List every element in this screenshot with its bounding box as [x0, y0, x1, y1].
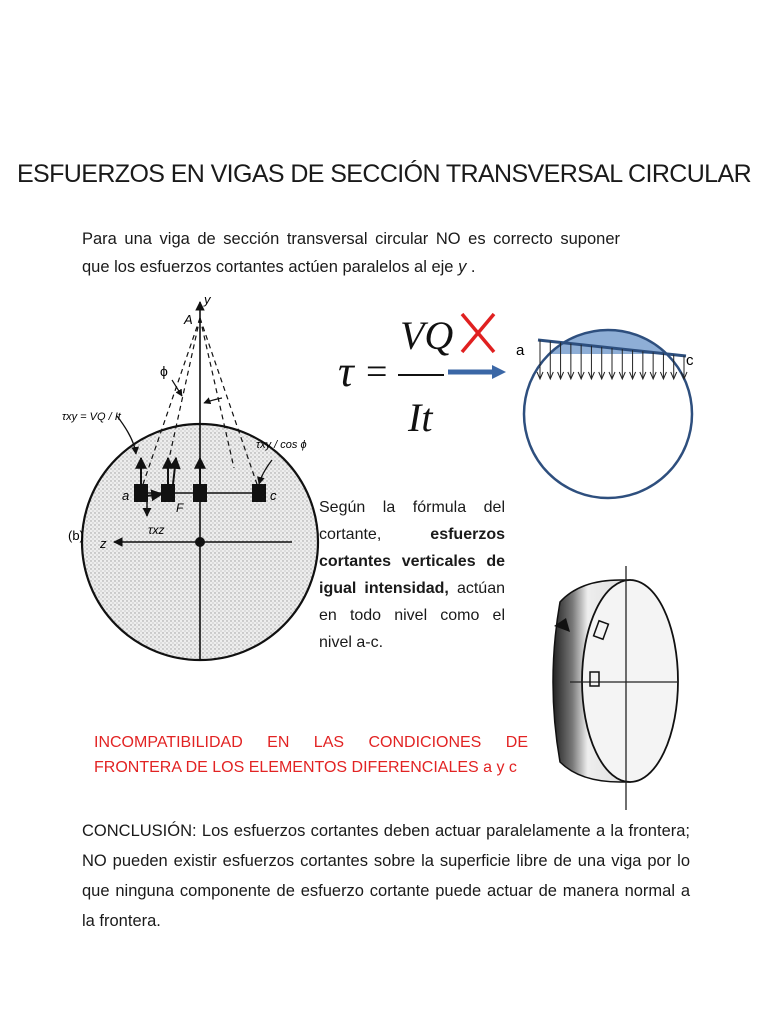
intro-text-after: . — [466, 258, 476, 276]
label-a-right: a — [516, 342, 525, 359]
page-title: ESFUERZOS EN VIGAS DE SECCIÓN TRANSVERSAL CIRCULAR — [16, 160, 752, 188]
cross-icon — [458, 310, 498, 356]
element-f — [161, 484, 175, 502]
label-a: a — [122, 488, 130, 503]
panel-label: (b) — [68, 528, 84, 543]
label-tau-xz: τxz — [148, 523, 165, 537]
label-tau-xy-right: τxy / cos ϕ — [256, 439, 307, 451]
side-text-2: actúan en todo nivel como el nivel a-c. — [319, 580, 505, 651]
incompatibility-note: INCOMPATIBILIDAD EN LAS CONDICIONES DE FRONTERA DE LOS ELEMENTOS DIFERENCIALES a y c — [94, 734, 528, 776]
fraction-bar — [398, 374, 444, 376]
formula-equals: = — [366, 351, 388, 393]
label-A: A — [184, 312, 193, 327]
circle-outline — [524, 330, 692, 498]
shear-distribution-circle — [510, 276, 710, 558]
side-paragraph — [319, 494, 505, 656]
label-F: F — [176, 501, 184, 515]
side-text-bold: esfuerzos cortantes verticales de igual intensidad, — [319, 526, 505, 597]
label-tau-xy-left: τxy = VQ / It — [62, 411, 121, 423]
label-phi: ϕ — [160, 363, 168, 379]
intro-text-before: Para una viga de sección transversal circular NO es correcto suponer que los esfuerzos cortantes actúen paralelos al eje — [82, 230, 620, 276]
label-c-right: c — [686, 352, 694, 369]
side-text-1: Según la fórmula del cortante, — [319, 499, 505, 543]
arrow-right-icon — [448, 364, 508, 380]
conclusion-paragraph: CONCLUSIÓN: Los esfuerzos cortantes deben actuar paralelamente a la frontera; NO pueden existir esfuerzos cortantes sobre la superficie libre de una viga por lo que ninguna componente de esfuerzo cortante puede actuar de manera normal a la frontera. — [82, 822, 690, 930]
cylinder-element-figure — [540, 562, 690, 812]
circular-section-figure — [62, 288, 322, 666]
shear-formula — [338, 310, 454, 440]
element-a — [134, 484, 148, 502]
label-y: y — [204, 292, 211, 307]
element-center — [193, 484, 207, 502]
element-c — [252, 484, 266, 502]
label-c: c — [270, 488, 277, 503]
intro-axis: y — [458, 258, 467, 276]
formula-tau: τ — [338, 347, 354, 396]
formula-numerator: VQ — [400, 313, 454, 358]
intro-paragraph — [82, 225, 620, 281]
label-z: z — [100, 536, 107, 551]
formula-denominator: It — [408, 395, 433, 440]
